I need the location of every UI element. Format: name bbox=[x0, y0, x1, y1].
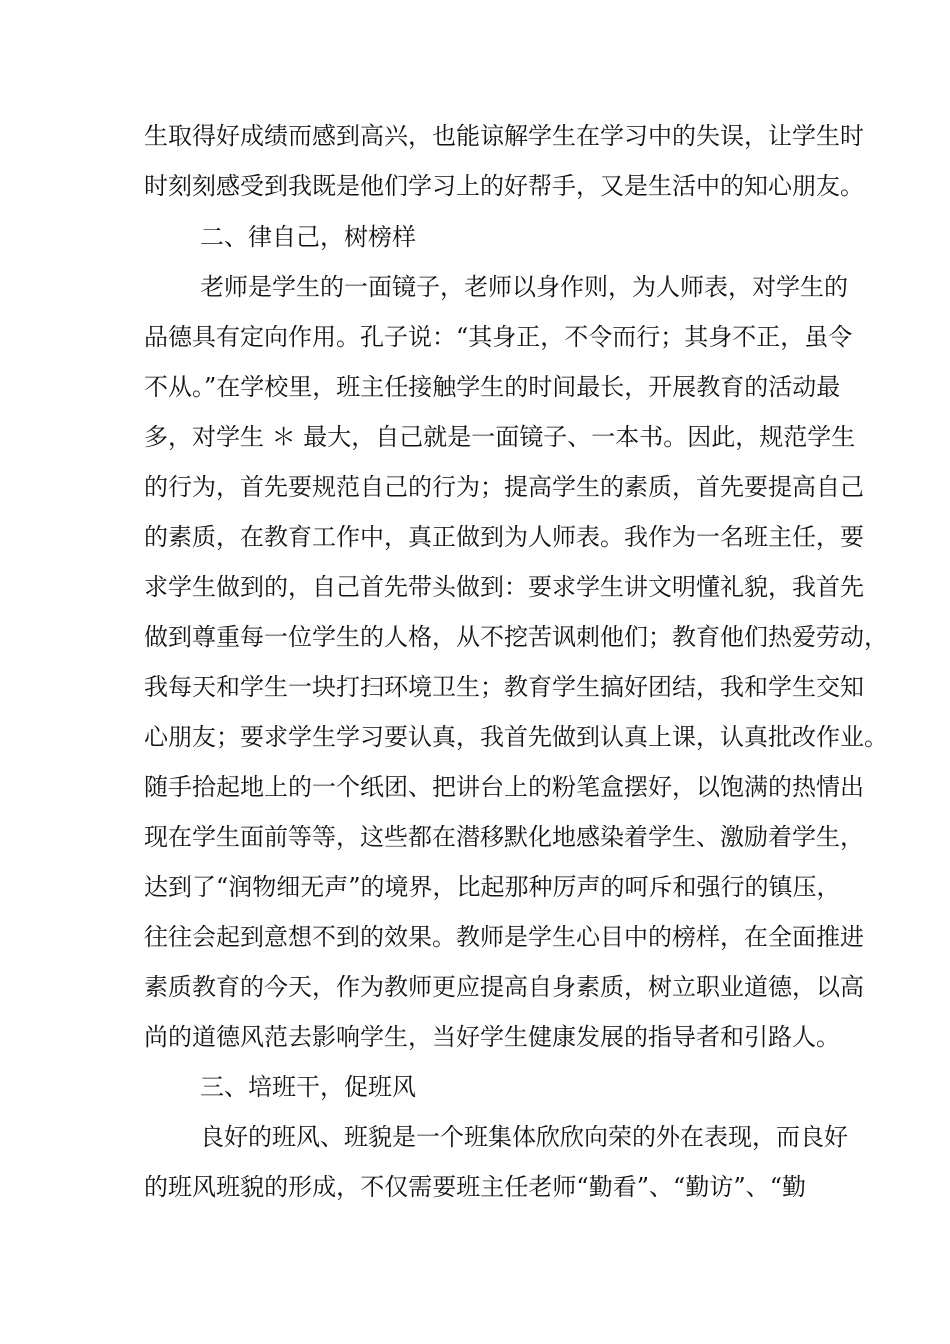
paragraph-2-line-4: 多，对学生 ＊ 最大，自己就是一面镜子、一本书。因此，规范学生 bbox=[144, 423, 856, 451]
section-heading-2: 二、律自己，树榜样 bbox=[200, 223, 416, 251]
paragraph-2-line-15: 素质教育的今天，作为教师更应提高自身素质，树立职业道德，以高 bbox=[144, 973, 864, 1001]
paragraph-2-line-13: 达到了“润物细无声”的境界，比起那种厉声的呵斥和强行的镇压， bbox=[144, 873, 841, 901]
paragraph-2-line-9: 我每天和学生一块打扫环境卫生；教育学生搞好团结，我和学生交知 bbox=[144, 673, 864, 701]
paragraph-2-line-11: 随手拾起地上的一个纸团、把讲台上的粉笔盒摆好，以饱满的热情出 bbox=[144, 773, 864, 801]
paragraph-2-line-10: 心朋友；要求学生学习要认真，我首先做到认真上课，认真批改作业。 bbox=[144, 723, 888, 751]
paragraph-2-line-3: 不从。”在学校里，班主任接触学生的时间最长，开展教育的活动最 bbox=[144, 373, 841, 401]
paragraph-3-line-1: 良好的班风、班貌是一个班集体欣欣向荣的外在表现，而良好 bbox=[200, 1123, 848, 1151]
paragraph-1-line-2: 时刻刻感受到我既是他们学习上的好帮手，又是生活中的知心朋友。 bbox=[144, 172, 864, 200]
section-heading-3: 三、培班干，促班风 bbox=[200, 1073, 416, 1101]
paragraph-3-line-2: 的班风班貌的形成，不仅需要班主任老师“勤看”、“勤访”、“勤 bbox=[144, 1173, 806, 1201]
paragraph-2-line-16: 尚的道德风范去影响学生，当好学生健康发展的指导者和引路人。 bbox=[144, 1023, 840, 1051]
paragraph-2-line-14: 往往会起到意想不到的效果。教师是学生心目中的榜样，在全面推进 bbox=[144, 923, 864, 951]
paragraph-2-line-2: 品德具有定向作用。孔子说：“其身正，不令而行；其身不正，虽令 bbox=[144, 323, 853, 351]
paragraph-2-line-12: 现在学生面前等等，这些都在潜移默化地感染着学生、激励着学生， bbox=[144, 823, 864, 851]
paragraph-2-line-7: 求学生做到的，自己首先带头做到：要求学生讲文明懂礼貌，我首先 bbox=[144, 573, 864, 601]
paragraph-2-line-1: 老师是学生的一面镜子，老师以身作则，为人师表，对学生的 bbox=[200, 273, 848, 301]
paragraph-1-line-1: 生取得好成绩而感到高兴，也能谅解学生在学习中的失误，让学生时 bbox=[144, 122, 864, 150]
paragraph-2-line-8: 做到尊重每一位学生的人格，从不挖苦讽刺他们；教育他们热爱劳动， bbox=[144, 623, 888, 651]
paragraph-2-line-5: 的行为，首先要规范自己的行为；提高学生的素质，首先要提高自己 bbox=[144, 473, 864, 501]
paragraph-2-line-6: 的素质，在教育工作中，真正做到为人师表。我作为一名班主任，要 bbox=[144, 523, 864, 551]
